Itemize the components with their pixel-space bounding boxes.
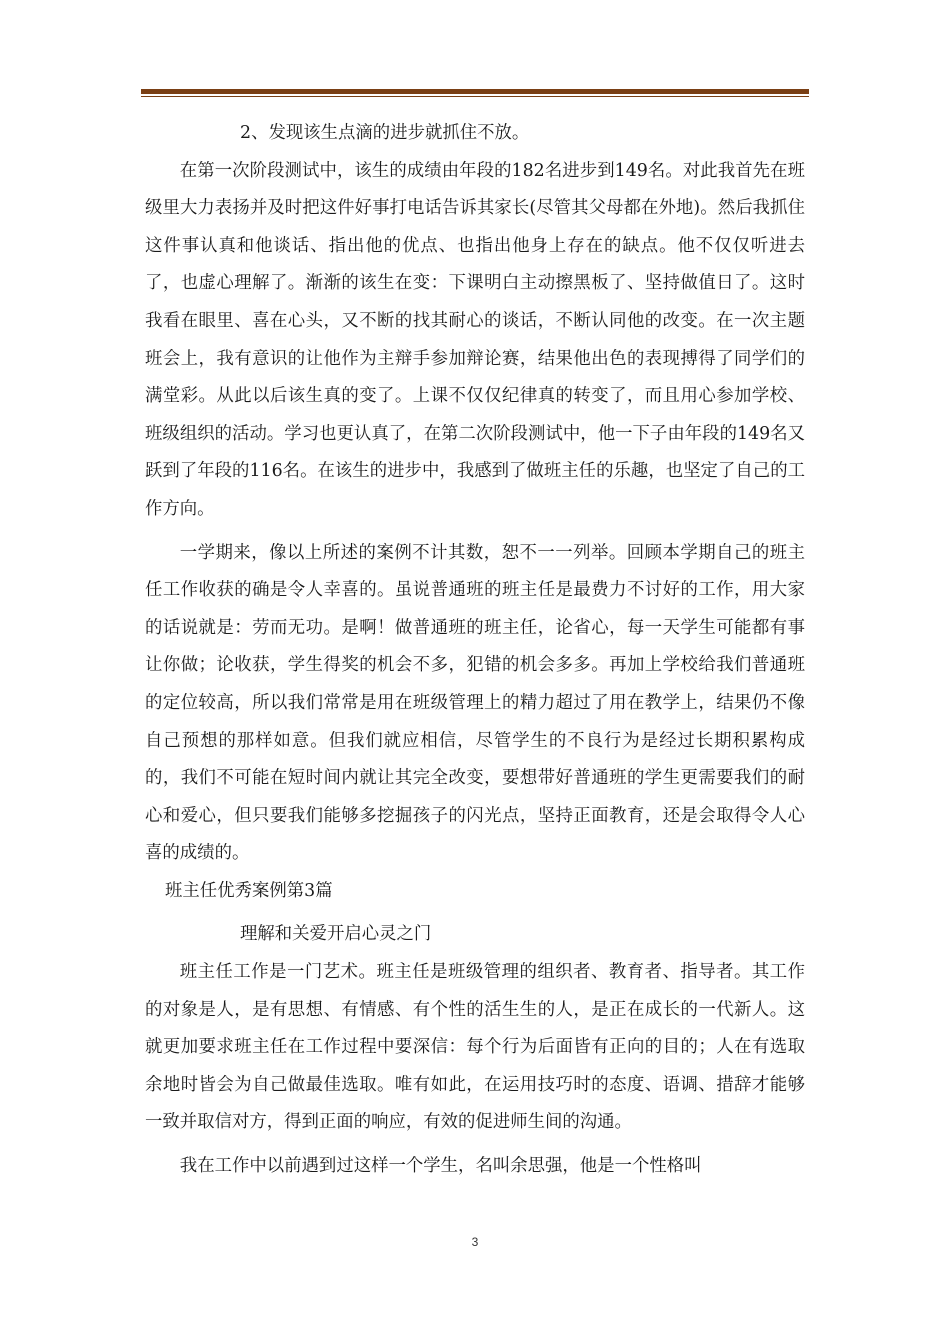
paragraph-progress: 在第一次阶段测试中，该生的成绩由年段的182名进步到149名。对此我首先在班级里大力表扬并及时把这件好事打电话告诉其家长(尽管其父母都在外地)。然后我抓住这件事认真和他谈话、指出他的优点、也指出他身上存在的缺点。他不仅仅听进去了，也虚心理解了。渐渐的该生在变：下课明白主动擦黑板了、坚持做值日了。这时我看在眼里、喜在心头，又不断的找其耐心的谈话，不断认同他的改变。在一次主题班会上，我有意识的让他作为主辩手参加辩论赛，结果他出色的表现搏得了同学们的满堂彩。从此以后该生真的变了。上课不仅仅纪律真的转变了，而且用心参加学校、班级组织的活动。学习也更认真了，在第二次阶段测试中，他一下子由年段的149名又跃到了年段的116名。在该生的进步中，我感到了做班主任的乐趣，也坚定了自己的工作方向。	[145, 160, 805, 519]
header-rule	[141, 89, 809, 97]
paragraph-semester-review: 一学期来，像以上所述的案例不计其数，恕不一一列举。回顾本学期自己的班主任工作收获的确是令人幸喜的。虽说普通班的班主任是最费力不讨好的工作，用大家的话说就是：劳而无功。是啊！做普通班的班主任，论省心，每一天学生可能都有事让你做；论收获，学生得奖的机会不多，犯错的机会多多。再加上学校给我们普通班的定位较高，所以我们常常是用在班级管理上的精力超过了用在教学上，结果仍不像自己预想的那样如意。但我们就应相信，尽管学生的不良行为是经过长期积累构成的，我们不可能在短时间内就让其完全改变，要想带好普通班的学生更需要我们的耐心和爱心，但只要我们能够多挖掘孩子的闪光点，坚持正面教育，还是会取得令人心喜的成绩的。	[145, 542, 805, 864]
item-heading: 2、发现该生点滴的进步就抓住不放。	[240, 123, 530, 143]
header-rule-thick	[141, 89, 809, 94]
section-title: 理解和关爱开启心灵之门	[240, 924, 432, 945]
paragraph-art-of-teaching: 班主任工作是一门艺术。班主任是班级管理的组织者、教育者、指导者。其工作的对象是人，是有思想、有情感、有个性的活生生的人，是正在成长的一代新人。这就更加要求班主任在工作过程中要深信：每个行为后面皆有正向的目的；人在有选取余地时皆会为自己做最佳选取。唯有如此，在运用技巧时的态度、语调、措辞才能够一致并取信对方，得到正面的响应，有效的促进师生间的沟通。	[145, 962, 805, 1133]
paragraph-student-story: 我在工作中以前遇到过这样一个学生，名叫余思强，他是一个性格叫	[179, 1156, 702, 1177]
page-number: 3	[471, 1235, 479, 1249]
section-heading: 班主任优秀案例第3篇	[165, 880, 333, 901]
header-rule-thin	[141, 96, 809, 97]
document-body	[145, 115, 805, 1186]
